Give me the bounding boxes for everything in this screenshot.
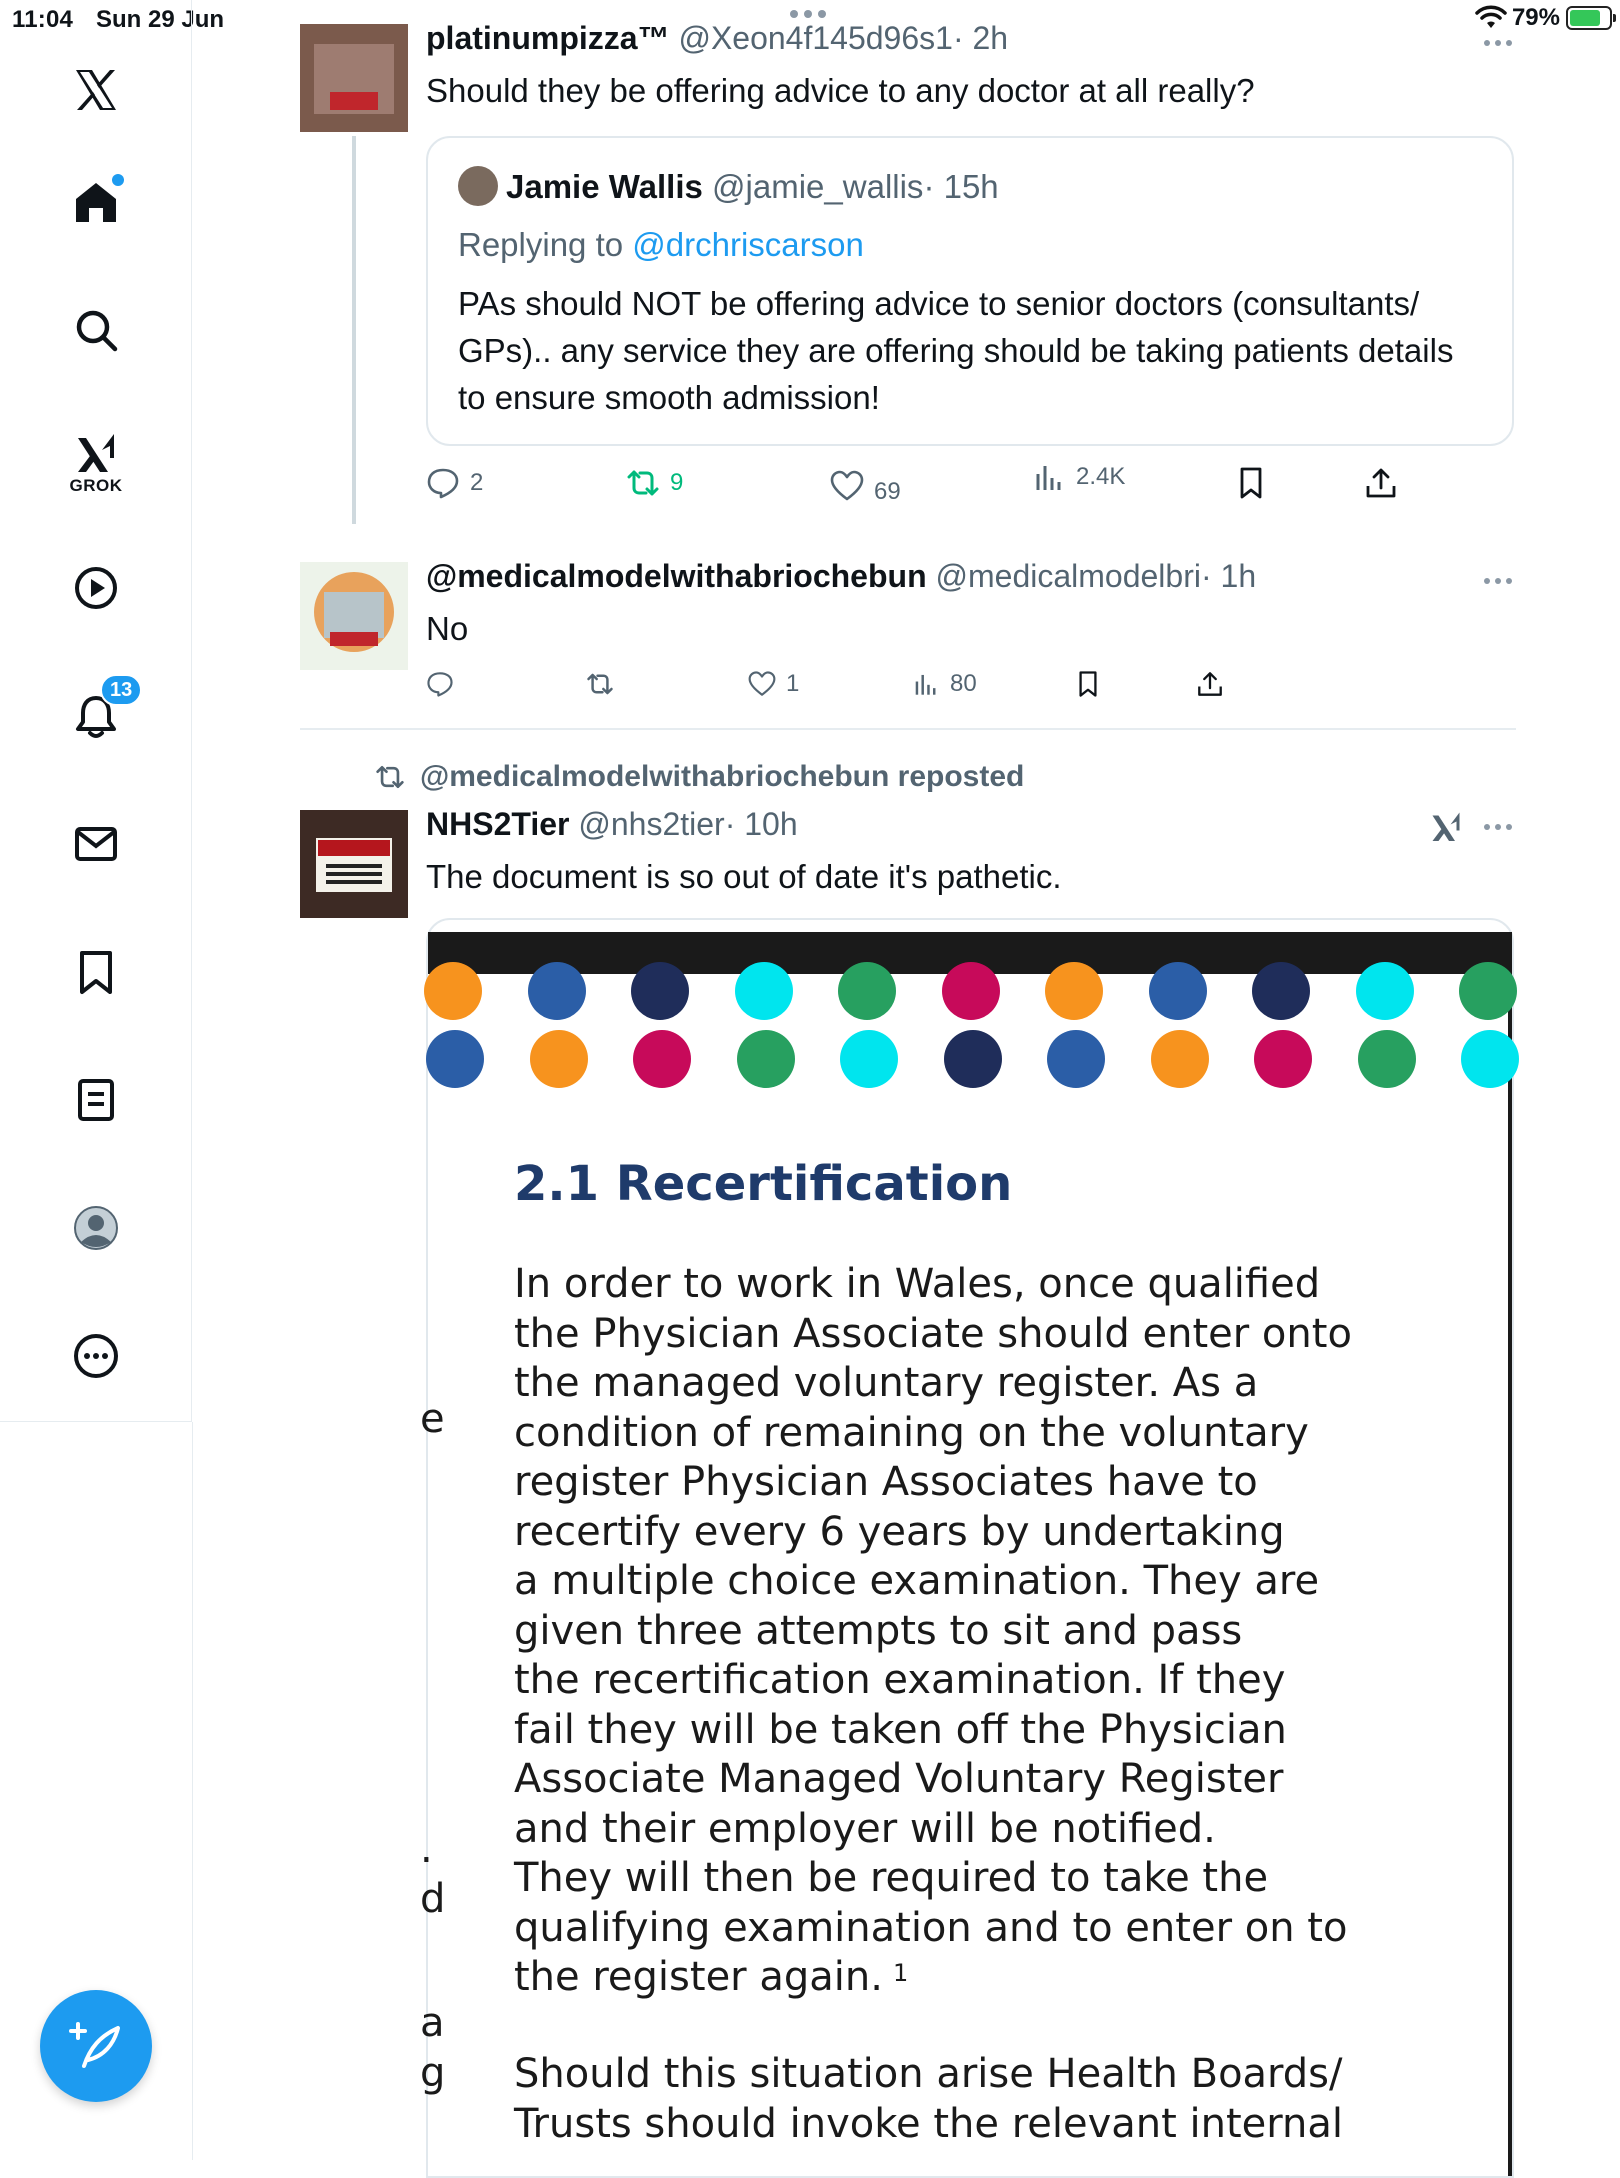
search-icon[interactable] bbox=[64, 298, 128, 362]
home-unread-dot bbox=[112, 174, 124, 186]
decorative-dot bbox=[735, 962, 793, 1020]
views-count: 80 bbox=[950, 670, 977, 697]
gmc-badge-icon bbox=[300, 24, 408, 132]
grok-label: GROK bbox=[69, 476, 123, 495]
decorative-dot bbox=[1358, 1030, 1416, 1088]
repost-icon bbox=[586, 670, 614, 698]
bell-icon[interactable] bbox=[64, 678, 133, 748]
play-icon[interactable] bbox=[64, 556, 128, 620]
quote-tweet-card[interactable] bbox=[426, 136, 1514, 446]
share-icon bbox=[1364, 466, 1398, 500]
reply-button[interactable] bbox=[426, 466, 483, 500]
tweet-media-image[interactable] bbox=[420, 918, 1514, 2178]
status-time: 11:04 bbox=[12, 6, 74, 33]
decorative-dot bbox=[1461, 1030, 1519, 1088]
doc-margin-letter: e bbox=[420, 1396, 445, 1442]
notifications-badge: 13 bbox=[100, 674, 142, 706]
bookmark-icon[interactable] bbox=[64, 940, 128, 1004]
home-icon[interactable] bbox=[64, 170, 128, 234]
doc-line: the Physician Associate should enter onto bbox=[514, 1310, 1352, 1357]
decorative-dot bbox=[631, 962, 689, 1020]
share-button[interactable] bbox=[1196, 670, 1224, 698]
share-icon bbox=[1196, 670, 1224, 698]
replying-to-line bbox=[458, 226, 864, 264]
tweet-user-line[interactable] bbox=[426, 558, 1256, 595]
tweet-actions bbox=[426, 670, 1526, 714]
battery-icon bbox=[1566, 6, 1612, 30]
danger-sign-icon bbox=[300, 810, 408, 918]
doc-line: qualifying examination and to enter on to bbox=[514, 1904, 1348, 1951]
doc-heading: 2.1 Recertification bbox=[514, 1156, 1013, 1212]
avatar[interactable] bbox=[300, 24, 408, 132]
display-name[interactable]: @medicalmodelwithabriochebun bbox=[426, 558, 927, 594]
tweet-divider bbox=[300, 728, 1516, 730]
gmc-badge-icon bbox=[300, 562, 408, 670]
heart-icon bbox=[748, 670, 776, 698]
tweet-time: · 1h bbox=[1200, 558, 1257, 594]
avatar[interactable] bbox=[300, 810, 408, 918]
decorative-dot bbox=[426, 1030, 484, 1088]
display-name[interactable]: NHS2Tier bbox=[426, 806, 570, 842]
decorative-dot bbox=[633, 1030, 691, 1088]
x-logo-icon[interactable] bbox=[64, 58, 128, 122]
compose-button[interactable] bbox=[40, 1990, 152, 2102]
doc-footnote-marker: 1 bbox=[892, 1959, 909, 1987]
decorative-dot bbox=[1254, 1030, 1312, 1088]
doc-line: recertify every 6 years by undertaking bbox=[514, 1508, 1285, 1555]
repost-icon bbox=[626, 466, 660, 500]
user-handle[interactable]: @medicalmodelbri bbox=[935, 558, 1201, 594]
wifi-icon bbox=[1476, 6, 1506, 30]
doc-line: a multiple choice examination. They are bbox=[514, 1558, 1320, 1604]
decorative-dot bbox=[528, 962, 586, 1020]
tweet-text: No bbox=[426, 610, 469, 647]
more-options-icon[interactable] bbox=[1484, 40, 1512, 46]
tweet-user-line[interactable] bbox=[426, 20, 1008, 57]
decorative-dot bbox=[840, 1030, 898, 1088]
repost-count: 9 bbox=[670, 469, 684, 496]
grok-icon[interactable] bbox=[64, 420, 128, 484]
decorative-dot bbox=[1459, 962, 1517, 1020]
status-date: Sun 29 Jun bbox=[96, 6, 225, 33]
decorative-dot bbox=[944, 1030, 1002, 1088]
repost-icon bbox=[374, 762, 406, 792]
doc-line: register Physician Associates have to bbox=[514, 1459, 1258, 1505]
replying-mention[interactable]: @drchriscarson bbox=[632, 226, 864, 263]
multitasking-dots[interactable] bbox=[790, 10, 826, 18]
list-icon[interactable] bbox=[64, 1068, 128, 1132]
decorative-dot bbox=[838, 962, 896, 1020]
decorative-dot bbox=[1149, 962, 1207, 1020]
doc-line: Should this situation arise Health Boards/ bbox=[514, 2051, 1343, 2097]
grok-icon[interactable] bbox=[1428, 808, 1464, 844]
reply-count: 2 bbox=[470, 469, 484, 496]
avatar[interactable] bbox=[300, 562, 408, 670]
repost-indicator[interactable] bbox=[374, 760, 1024, 794]
status-right bbox=[1476, 4, 1612, 32]
doc-line: In order to work in Wales, once qualified bbox=[514, 1261, 1321, 1307]
bookmark-icon bbox=[1234, 466, 1268, 500]
more-circle-icon[interactable] bbox=[64, 1324, 128, 1388]
share-button[interactable] bbox=[1364, 466, 1398, 500]
display-name[interactable]: platinumpizza™ bbox=[426, 20, 670, 56]
views-button[interactable] bbox=[912, 670, 977, 698]
doc-margin-letter: g bbox=[420, 2050, 446, 2096]
bookmark-icon bbox=[1074, 670, 1102, 698]
like-count: 69 bbox=[874, 478, 901, 505]
repost-button[interactable] bbox=[586, 670, 624, 698]
thread-connector bbox=[352, 136, 356, 524]
more-options-icon[interactable] bbox=[1484, 824, 1512, 830]
decorative-dot bbox=[737, 1030, 795, 1088]
tweet-text: The document is so out of date it's pathetic. bbox=[426, 858, 1062, 895]
bookmark-button[interactable] bbox=[1234, 466, 1268, 500]
doc-line: the managed voluntary register. As a bbox=[514, 1360, 1259, 1406]
doc-line: Associate Managed Voluntary Register bbox=[514, 1756, 1284, 1802]
decorative-dot bbox=[1252, 962, 1310, 1020]
doc-line: fail they will be taken off the Physician bbox=[514, 1706, 1287, 1753]
battery-percent: 79% bbox=[1511, 4, 1560, 31]
mail-icon[interactable] bbox=[64, 812, 128, 876]
decorative-dot bbox=[1047, 1030, 1105, 1088]
views-icon bbox=[912, 670, 940, 698]
decorative-dot bbox=[1356, 962, 1414, 1020]
reply-button[interactable] bbox=[426, 670, 464, 698]
tweet-text: Should they be offering advice to any doctor at all really? bbox=[426, 72, 1255, 109]
doc-line: and their employer will be notified. bbox=[514, 1805, 1216, 1852]
doc-line: condition of remaining on the voluntary bbox=[514, 1409, 1309, 1456]
views-count: 2.4K bbox=[1076, 463, 1126, 490]
doc-line: the recertification examination. If they bbox=[514, 1657, 1286, 1703]
doc-margin-letter: . bbox=[420, 1826, 433, 1872]
tweet-actions bbox=[426, 463, 1526, 510]
views-button[interactable] bbox=[1032, 460, 1125, 494]
quote-line: GPs).. any service they are offering should be taking patients details bbox=[458, 332, 1454, 369]
decorative-dot bbox=[942, 962, 1000, 1020]
like-button[interactable] bbox=[830, 466, 901, 506]
repost-by: @medicalmodelwithabriochebun reposted bbox=[420, 760, 1025, 793]
quote-time: · 15h bbox=[923, 168, 999, 205]
doc-line: the register again. $^1$ bbox=[514, 1954, 909, 2000]
tweet-time: · 2h bbox=[952, 20, 1009, 56]
heart-icon bbox=[830, 469, 864, 503]
more-options-icon[interactable] bbox=[1484, 578, 1512, 584]
sidebar-divider bbox=[192, 1422, 193, 2160]
reply-icon bbox=[426, 670, 454, 698]
like-count: 1 bbox=[786, 670, 800, 697]
sidebar bbox=[0, 0, 192, 1422]
quote-user-line bbox=[506, 168, 999, 206]
like-button[interactable] bbox=[748, 670, 799, 698]
battery-fill bbox=[1570, 10, 1600, 26]
decorative-dot bbox=[1045, 962, 1103, 1020]
repost-button[interactable] bbox=[626, 466, 683, 500]
replying-prefix: Replying to bbox=[458, 226, 633, 263]
doc-margin-letter: d bbox=[420, 1876, 446, 1922]
quote-handle: @jamie_wallis bbox=[712, 168, 924, 205]
quote-line: to ensure smooth admission! bbox=[458, 379, 880, 416]
user-handle[interactable]: @Xeon4f145d96s1 bbox=[678, 20, 953, 56]
quote-display-name: Jamie Wallis bbox=[506, 168, 703, 205]
media-page-edge bbox=[1508, 932, 1512, 2176]
tweet-user-line[interactable] bbox=[426, 806, 798, 843]
doc-line: Trusts should invoke the relevant internal bbox=[514, 2100, 1344, 2147]
decorative-dot bbox=[1151, 1030, 1209, 1088]
doc-margin-letter: a bbox=[420, 2000, 445, 2046]
feather-plus-icon bbox=[68, 2018, 124, 2074]
quote-avatar[interactable] bbox=[458, 166, 498, 206]
user-handle[interactable]: @nhs2tier bbox=[578, 806, 725, 842]
views-icon bbox=[1032, 460, 1066, 494]
reply-icon bbox=[426, 466, 460, 500]
tweet-time: · 10h bbox=[724, 806, 798, 842]
decorative-dot bbox=[424, 962, 482, 1020]
decorative-dot bbox=[530, 1030, 588, 1088]
bookmark-button[interactable] bbox=[1074, 670, 1102, 698]
avatar-icon[interactable] bbox=[64, 1196, 128, 1260]
quote-text bbox=[458, 280, 1488, 421]
doc-line: given three attempts to sit and pass bbox=[514, 1607, 1243, 1654]
quote-line: PAs should NOT be offering advice to senior doctors (consultants/ bbox=[458, 285, 1420, 322]
doc-line: They will then be required to take the bbox=[514, 1855, 1269, 1901]
